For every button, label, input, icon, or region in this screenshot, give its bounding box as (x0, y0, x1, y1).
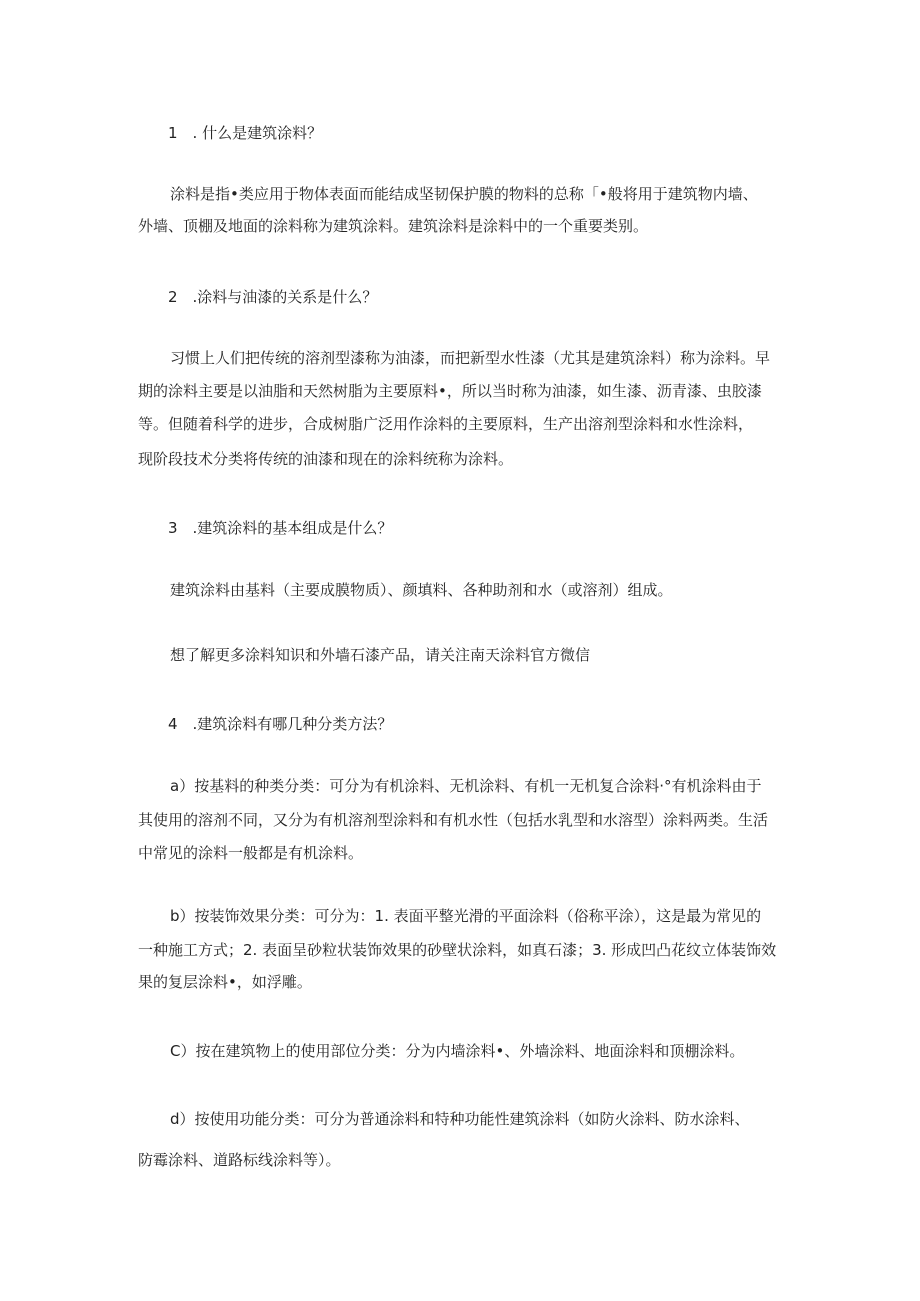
paragraph-line: 涂料是指•类应用于物体表面而能结成坚韧保护膜的物料的总称「•般将用于建筑物内墙、 (170, 185, 758, 203)
paragraph-line: 等。但随着科学的进步，合成树脂广泛用作涂料的主要原料，生产出溶剂型涂料和水性涂料， (138, 415, 754, 433)
paragraph-line: b）按装饰效果分类：可分为：1. 表面平整光滑的平面涂料（俗称平涂），这是最为常见的 (170, 907, 762, 925)
paragraph-line: 现阶段技术分类将传统的油漆和现在的涂料统称为涂料。 (138, 450, 514, 468)
section-2-heading: 2 .涂料与油漆的关系是什么？ (168, 288, 378, 306)
paragraph-line: 建筑涂料由基料（主要成膜物质）、颜填料、各种助剂和水（或溶剂）组成。 (170, 581, 673, 599)
paragraph-line: 习惯上人们把传统的溶剂型漆称为油漆，而把新型水性漆（尤其是建筑涂料）称为涂料。早 (170, 349, 771, 367)
paragraph-line: 期的涂料主要是以油脂和天然树脂为主要原料•，所以当时称为油漆，如生漆、沥青漆、虫胶漆 (138, 382, 762, 400)
paragraph-line: d）按使用功能分类：可分为普通涂料和特种功能性建筑涂料（如防火涂料、防水涂料、 (170, 1110, 750, 1128)
paragraph-line: C）按在建筑物上的使用部位分类：分为内墙涂料•、外墙涂料、地面涂料和顶棚涂料。 (170, 1042, 745, 1060)
paragraph-line: 一种施工方式；2. 表面呈砂粒状装饰效果的砂壁状涂料，如真石漆；3. 形成凹凸花纹立体装饰效 (138, 941, 777, 959)
paragraph-line: 中常见的涂料一般都是有机涂料。 (138, 844, 364, 862)
section-1-heading: 1 . 什么是建筑涂料？ (168, 124, 323, 142)
paragraph-line: 外墙、顶棚及地面的涂料称为建筑涂料。建筑涂料是涂料中的一个重要类别。 (138, 217, 649, 235)
section-3-heading: 3 .建筑涂料的基本组成是什么？ (168, 519, 393, 537)
section-4-heading: 4 .建筑涂料有哪几种分类方法？ (168, 715, 393, 733)
paragraph-line: 想了解更多涂料知识和外墙石漆产品，请关注南天涂料官方微信 (170, 646, 591, 664)
paragraph-line: 果的复层涂料•，如浮雕。 (138, 973, 312, 991)
paragraph-line: 防霉涂料、道路标线涂料等）。 (138, 1151, 341, 1169)
paragraph-line: 其使用的溶剂不同，又分为有机溶剂型涂料和有机水性（包括水乳型和水溶型）涂料两类。生活 (138, 811, 769, 829)
paragraph-line: a）按基料的种类分类：可分为有机涂料、无机涂料、有机一无机复合涂料·°有机涂料由于 (170, 777, 762, 795)
